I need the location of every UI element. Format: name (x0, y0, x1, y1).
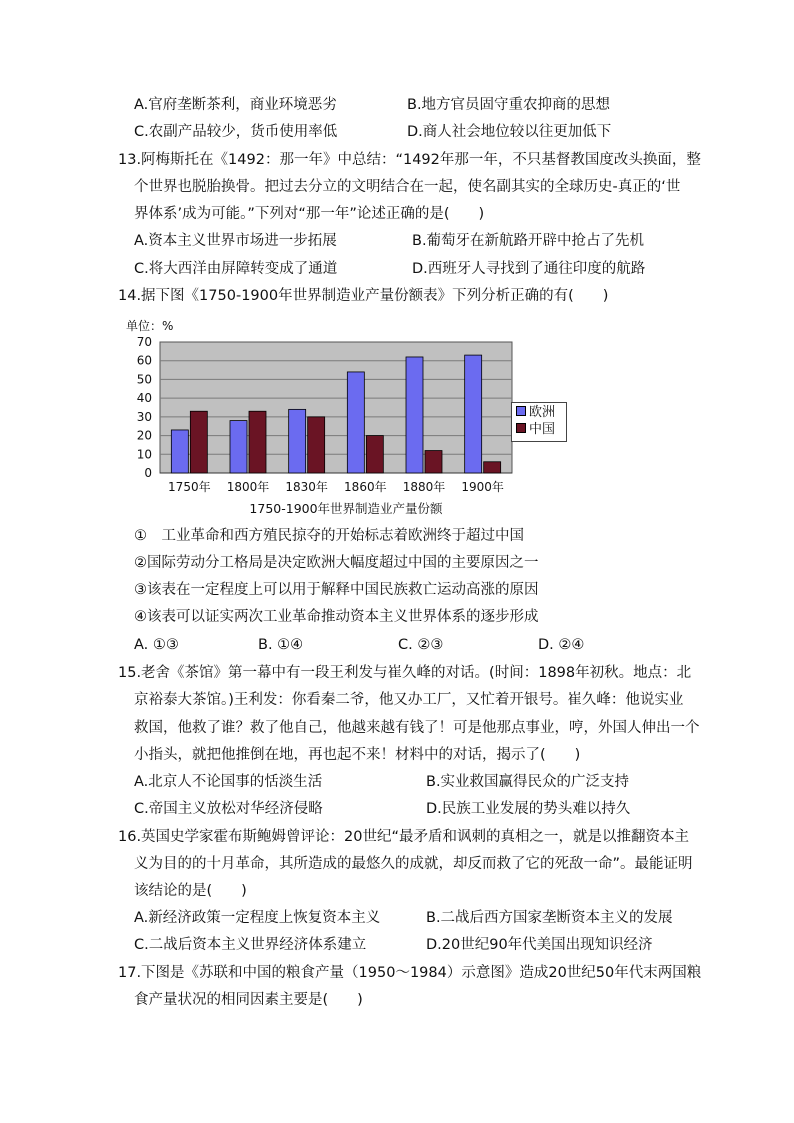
q13-stem-line2: 个世界也脱胎换骨。把过去分立的文明结合在一起，使名副其实的全球历史-真正的‘世 (134, 179, 681, 195)
x-tick-label: 1800年 (226, 480, 270, 494)
y-tick-label: 10 (136, 447, 152, 462)
x-tick-label: 1860年 (344, 480, 387, 494)
bar-china-1830年 (308, 417, 325, 473)
q12-option-a: A.官府垄断茶利，商业环境恶劣 (134, 97, 337, 113)
q16-option-b: B.二战后西方国家垄断资本主义的发展 (426, 910, 673, 926)
q15-option-c: C.帝国主义放松对华经济侵略 (134, 801, 323, 817)
y-tick-label: 30 (136, 409, 152, 424)
chart-legend (511, 402, 567, 442)
q13-option-d: D.西班牙人寻找到了通往印度的航路 (412, 261, 646, 277)
q13-stem-line1: 13.阿梅斯托在《1492：那一年》中总结：“1492年那一年，不只基督教国度改头换面，整 (118, 152, 701, 168)
q16-option-d: D.20世纪90年代美国出现知识经济 (426, 937, 653, 953)
y-tick-label: 0 (144, 466, 152, 480)
bar-china-1800年 (249, 411, 266, 473)
q16-option-a: A.新经济政策一定程度上恢复资本主义 (134, 910, 381, 926)
q14-option-a: A. ①③ (134, 637, 179, 653)
bar-europe-1880年 (406, 357, 423, 473)
q14-option-c: C. ②③ (398, 637, 444, 653)
y-tick-label: 20 (136, 428, 152, 443)
x-tick-label: 1880年 (402, 480, 446, 494)
q14-statement-2: ②国际劳动分工格局是决定欧洲大幅度超过中国的主要原因之一 (134, 555, 539, 571)
y-tick-label: 70 (136, 335, 152, 349)
q17-stem-line2: 食产量状况的相同因素主要是( ) (134, 992, 363, 1008)
legend-europe-swatch (516, 406, 526, 416)
bar-europe-1830年 (289, 409, 306, 473)
legend-china-swatch (516, 423, 526, 433)
q15-stem-line2: 京裕泰大茶馆。)王利发：你看秦二爷，他又办工厂，又忙着开银号。崔久峰：他说实业 (134, 692, 684, 708)
q12-option-d: D.商人社会地位较以往更加低下 (407, 124, 612, 140)
q14-statement-4: ④该表可以证实两次工业革命推动资本主义世界体系的逐步形成 (134, 609, 539, 625)
q15-stem-line1: 15.老舍《茶馆》第一幕中有一段王利发与崔久峰的对话。(时间：1898年初秋。地点：北 (118, 665, 692, 681)
q16-stem-line1: 16.英国史学家霍布斯鲍姆曾评论：20世纪“最矛盾和讽刺的真相之一，就是以推翻资本主 (118, 829, 690, 845)
q14-stem: 14.据下图《1750-1900年世界制造业产量份额表》下列分析正确的有( ) (118, 288, 609, 304)
legend-europe (516, 405, 555, 421)
manufacturing-share-chart (118, 316, 588, 521)
y-tick-label: 40 (136, 391, 152, 406)
bar-europe-1800年 (230, 421, 247, 473)
q13-stem-line3: 界体系’成为可能。”下列对“那一年”论述正确的是( ) (134, 206, 485, 222)
q17-stem-line1: 17.下图是《苏联和中国的粮食产量（1950～1984）示意图》造成20世纪50年代末两国粮 (118, 965, 702, 981)
q16-stem-line3: 该结论的是( ) (134, 883, 247, 899)
q13-option-a: A.资本主义世界市场进一步拓展 (134, 233, 337, 249)
q15-option-d: D.民族工业发展的势头难以持久 (426, 801, 631, 817)
bar-europe-1750年 (171, 430, 188, 473)
y-tick-label: 60 (136, 353, 152, 368)
y-unit-label: 单位：% (126, 319, 174, 333)
legend-china (516, 422, 555, 438)
x-tick-label: 1750年 (168, 480, 211, 494)
bar-china-1900年 (484, 462, 501, 473)
q15-option-a: A.北京人不论国事的恬淡生活 (134, 774, 323, 790)
chart-title: 1750-1900年世界制造业产量份额 (249, 501, 443, 516)
q14-option-d: D. ②④ (538, 637, 585, 653)
x-tick-label: 1900年 (461, 480, 504, 494)
q12-option-c: C.农副产品较少，货币使用率低 (134, 124, 338, 140)
q13-option-b: B.葡萄牙在新航路开辟中抢占了先机 (412, 233, 645, 249)
y-tick-label: 50 (136, 372, 152, 387)
bar-china-1860年 (366, 436, 383, 473)
q15-stem-line3: 救国，他救了谁？救了他自己，他越来越有钱了！可是他那点事业，哼，外国人伸出一个 (134, 720, 700, 736)
legend-china-label: 中国 (529, 422, 556, 437)
q16-option-c: C.二战后资本主义世界经济体系建立 (134, 937, 367, 953)
q14-statement-1: ① 工业革命和西方殖民掠夺的开始标志着欧洲终于超过中国 (134, 528, 524, 544)
bar-china-1750年 (190, 411, 207, 473)
q14-statement-3: ③该表在一定程度上可以用于解释中国民族救亡运动高涨的原因 (134, 582, 539, 598)
q14-option-b: B. ①④ (258, 637, 304, 653)
q12-option-b: B.地方官员固守重农抑商的思想 (407, 97, 611, 113)
legend-europe-label: 欧洲 (529, 405, 556, 420)
q15-stem-line4: 小指头，就把他推倒在地，再也起不来！材料中的对话，揭示了( ) (134, 747, 581, 763)
bar-china-1880年 (425, 451, 442, 473)
q13-option-c: C.将大西洋由屏障转变成了通道 (134, 261, 338, 277)
q16-stem-line2: 义为目的的十月革命，其所造成的最悠久的成就，却反而救了它的死敌一命”。最能证明 (134, 856, 693, 872)
bar-europe-1860年 (347, 372, 364, 473)
bar-europe-1900年 (465, 355, 482, 473)
q15-option-b: B.实业救国赢得民众的广泛支持 (426, 774, 630, 790)
plot-area (160, 342, 512, 473)
x-tick-label: 1830年 (285, 480, 328, 494)
